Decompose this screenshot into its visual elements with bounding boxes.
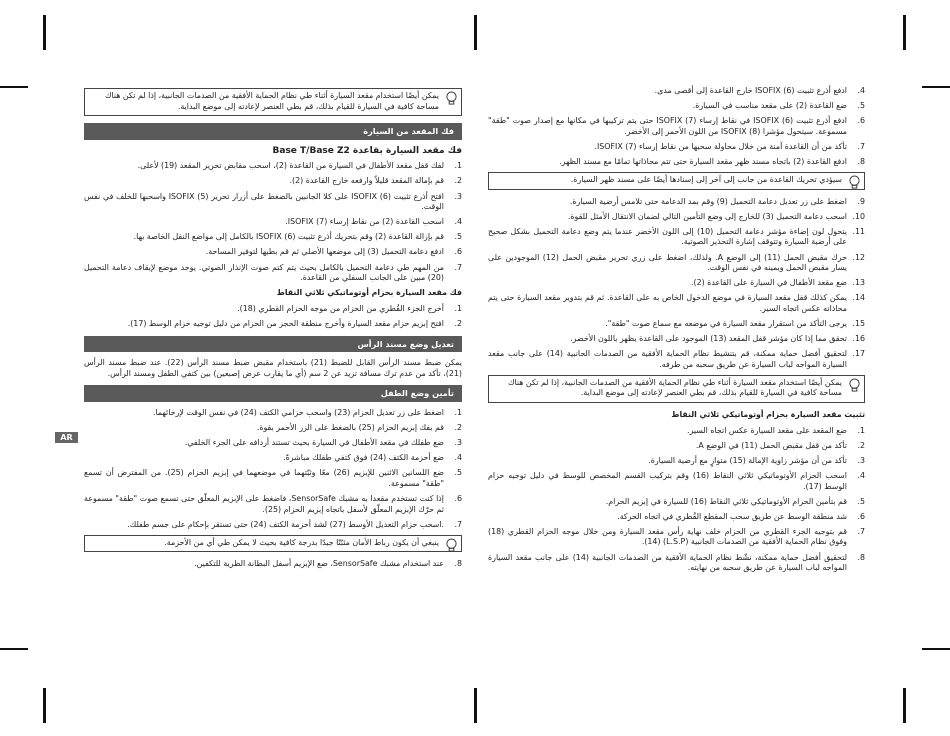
step-text: لتحقيق أفضل حماية ممكنة، نشّط نظام الحماية الأفقية من الصدمات الجانبية (14) على جانب مقعد السيارة المواجه لباب السيارة عن طريق سحبه من نهايته. — [488, 552, 847, 573]
step-text: اسحب الحزام الأوتوماتيكي ثلاثي النقاط (16) وقم بتركيب القسم المخصص للوسط في دليل توجيه حزام الوسط (17). — [488, 470, 847, 491]
list-item — [84, 468, 462, 489]
crop-mark — [474, 688, 477, 723]
list-item — [84, 423, 462, 434]
lightbulb-icon — [848, 175, 861, 190]
step-text: قم بفك إبزيم الحزام (25) بالضغط على الزر الأحمر بقوة. — [256, 422, 444, 432]
remove-steps — [84, 161, 462, 283]
step-number: 8. — [857, 156, 865, 166]
list-item — [488, 456, 865, 467]
step-text: تأكد من أن القاعدة آمنة من خلال محاولة سحبها من نقاط إرساء ISOFIX (7). — [594, 141, 847, 151]
step-number: 6. — [857, 511, 865, 521]
step-text: قم بتوجيه الجزء القطري من الحزام خلف نهاية رأس مقعد السيارة ومن خلال موجه الحزام القطري (18) وفوق نظام الحماية الأفقية من الصدمات الجانبية (L.S.P) (14). — [488, 526, 847, 547]
crop-mark — [903, 15, 906, 50]
step-number: 15. — [852, 319, 865, 328]
section-heading: تعديل وضع مسند الرأس — [84, 336, 462, 353]
list-item — [488, 497, 865, 508]
step-text: قم بإزالة القاعدة (2) وقم بتحريك أذرع تثبيت ISOFIX (6) بالكامل إلى مواضع النقل الخاصة بها. — [133, 232, 444, 242]
step-text: قم بتأمين الحزام الأوتوماتيكي ثلاثي النقاط (16) للسيارة في إبزيم الحزام. — [605, 496, 847, 506]
list-item — [488, 101, 865, 112]
list-item — [488, 426, 865, 437]
step-number: 4. — [454, 217, 462, 227]
step-number: 2. — [454, 318, 462, 328]
list-item — [84, 192, 462, 213]
note-text: ينبغي أن يكون رباط الأمان مثبّتًا جيدًا بدرجة كافية بحيث لا يمكن طي أي من الأحزمة. — [164, 537, 439, 547]
list-item — [488, 253, 865, 274]
list-item — [84, 263, 462, 284]
step-number: 3. — [454, 438, 462, 448]
list-item — [488, 227, 865, 248]
list-item — [84, 161, 462, 172]
crop-mark — [43, 15, 46, 50]
step-number: 12. — [852, 252, 865, 262]
list-item — [488, 86, 865, 97]
note-box — [84, 535, 462, 553]
step-number: 4. — [857, 86, 865, 95]
list-item — [84, 176, 462, 187]
step-text: شد منطقة الوسط عن طريق سحب المقطع القُطري في اتجاه الحركة. — [617, 511, 847, 521]
note-box — [84, 88, 462, 116]
step-text: ادفع أذرع تثبيت ISOFIX (6) في نقاط إرساء ISOFIX (7) حتى يتم تركيبها في مكانها مع إصدار صوت "طقة" مسموعة. سيتحول مؤشرا ISOFIX (8) من اللون الأحمر إلى الأخضر. — [488, 116, 847, 136]
list-item — [84, 319, 462, 330]
headrest-paragraph: يمكن ضبط مسند الرأس القابل للضبط (21) باستخدام مقبض ضبط مسند الرأس (22). عند ضبط مسند الرأس (21)، تأكد من عدم ترك مسافة تزيد عن 2 سم (أي ما يقارب عرض إصبعين) بين كتفي الطفل ومسند الرأس. — [84, 358, 462, 378]
step-text: ادفع دعامة التحميل (3) إلى موضعها الأصلي ثم قم بطيها لتوفير المساحة. — [205, 247, 444, 257]
step-text: إذا كنت تستخدم مقعدا به مشبك SensorSafe، فاضغط على الإبزيم المعلّق حتى تسمع صوت "طقة" مسموعة ثم حرّك الإبزيم المعلّق لأسفل باتجاه إبزيم الحزام (25). — [84, 493, 444, 514]
step-number: 17. — [852, 349, 865, 359]
list-item — [488, 441, 865, 452]
list-item — [488, 527, 865, 548]
lightbulb-icon — [445, 91, 458, 106]
subheading: فك مقعد السيارة بقاعدة Base T/Base Z2 — [272, 145, 462, 156]
step-text: ضع مقعد الأطفال في السيارة على القاعدة (2). — [690, 278, 847, 288]
crop-mark — [922, 86, 950, 88]
step-number: 2. — [857, 440, 865, 450]
step-text: اضغط على زر تعديل الحزام (23) واسحب حزامي الكتف (24) في نفس الوقت لإرخائهما. — [152, 407, 444, 417]
list-item — [488, 278, 865, 289]
list-item — [84, 408, 462, 419]
step-text: أخرج الجزء القُطري من الحزام من موجه الحزام القطري (18). — [237, 303, 444, 313]
step-number: 13. — [852, 278, 865, 288]
secure-steps — [84, 408, 462, 530]
list-item — [84, 494, 462, 515]
step-number: 7. — [857, 141, 865, 151]
list-item — [84, 520, 462, 531]
lightbulb-icon — [445, 538, 458, 553]
step-text: ضع اللسانين الاثنين للإبزيم (26) معًا وثبّتهما في موضعهما في إبزيم الحزام (25). من المفترض أن تسمع "طقة" مسموعة. — [84, 468, 445, 488]
note-text: يمكن أيضًا استخدام مقعد السيارة أثناء طي نظام الحماية الأفقية من الصدمات الجانبية، إذا لم تكن هناك مساحة كافية في السيارة للقيام بذلك، قم بطي العنصر لإعادته إلى موضع البداية. — [104, 91, 439, 111]
step-text: من المهم طي دعامة التحميل بالكامل بحيث يتم كتم صوت الإنذار الصوتي. يوجد موضع لإيقاف دعامة التحميل (20) مبين على الجانب السفلي من القاعدة. — [84, 262, 444, 283]
step-number: 4. — [857, 470, 865, 480]
note-text: سيؤدي تحريك القاعدة من جانب إلى آخر إلى إسنادها أيضًا على مسند ظهر السيارة. — [570, 175, 842, 185]
step-number: 6. — [857, 116, 865, 126]
list-item — [84, 438, 462, 449]
step-number: 7. — [454, 519, 462, 529]
step-number: 7. — [454, 262, 462, 272]
note-text: يمكن أيضًا استخدام مقعد السيارة أثناء طي نظام الحماية الأفقية من الصدمات الجانبية، إذا لم تكن هناك مساحة كافية في السيارة للقيام بذلك، قم بطي العنصر لإعادته إلى موضع البداية. — [507, 377, 842, 398]
step-text: ضع أحزمة الكتف (24) فوق كتفي طفلك مباشرةً. — [283, 453, 444, 463]
list-item — [488, 553, 865, 574]
step-text: قم بإمالة المقعد قليلاً وارفعه خارج القاعدة (2). — [289, 176, 444, 186]
step-number: 10. — [852, 211, 865, 221]
step-text: اسحب دعامة التحميل (3) للخارج إلى وضع التأمين التالي لضمان الانتقال الأمثل للقوة. — [567, 211, 847, 221]
list-item — [488, 319, 865, 330]
step-text: تأكد من قفل مقبض الحمل (11) في الوضع A. — [695, 440, 847, 450]
step-number: 11. — [852, 226, 865, 236]
step-number: 1. — [857, 425, 865, 435]
step-number: 5. — [454, 232, 462, 242]
step-text: اضغط على زر تعديل دعامة التحميل (9) وقم بمد الدعامة حتى تلامس أرضية السيارة. — [569, 196, 847, 206]
step-number: 3. — [857, 455, 865, 465]
step-text: لفك قفل مقعد الأطفال في السيارة من القاعدة (2)، اسحب مقابض تحرير المقعد (19) لأعلى. — [137, 161, 444, 171]
step-text: تحقق مما إذا كان مؤشر قفل المقعد (13) الموجود على القاعدة يظهر باللون الأخضر. — [570, 334, 847, 344]
step-text: يمكن كذلك قفل مقعد السيارة في موضع الدخول الخاص به على القاعدة. ثم قم بتدوير مقعد السيارة حتى يتم محاذاته عكس اتجاه السير. — [488, 293, 847, 313]
step-text: افتح إبزيم حزام مقعد السيارة وأخرج منطقة الحجز من الحزام من دليل توجيه حزام الوسط (17). — [127, 318, 444, 328]
step-text: حرك مقبض الحمل (11) إلى الوضع A. ولذلك، اضغط على زري تحرير مقبض الحمل (12) الموجودين على يسار مقبض الحمل ويمينه في نفس الوقت. — [488, 252, 847, 273]
step-number: 6. — [454, 493, 462, 503]
step-number: 3. — [454, 191, 462, 201]
step-text: اسحب القاعدة (2) من نقاط إرساء ISOFIX (7). — [285, 217, 444, 227]
list-item — [84, 247, 462, 258]
step-number: 1. — [454, 407, 462, 417]
list-item — [488, 471, 865, 492]
list-item — [84, 453, 462, 464]
unbelt-steps — [84, 304, 462, 330]
step-number: 7. — [857, 526, 865, 536]
belt-install-steps — [488, 426, 865, 574]
list-item — [488, 116, 865, 137]
step-text: افتح أذرع تثبيت ISOFIX (6) على كلا الجانبين بالضغط على أزرار تحرير ISOFIX (5) واسحبها للخلف في نفس الوقت. — [84, 191, 445, 212]
list-item — [488, 157, 865, 168]
list-item — [488, 197, 865, 208]
install-steps — [488, 86, 865, 168]
step-number: 8. — [454, 559, 462, 569]
list-item — [488, 334, 865, 345]
step-text: عند استخدام مشبك SensorSafe، ضع الإبزيم أسفل البطانة الطرية للتكفين. — [194, 559, 444, 569]
lightbulb-icon — [848, 378, 861, 393]
list-item — [488, 512, 865, 523]
crop-mark — [0, 648, 28, 650]
note-box — [488, 172, 865, 190]
list-item — [84, 217, 462, 228]
list-item — [84, 559, 462, 570]
step-text: لتحقيق أفضل حماية ممكنة، قم بتنشيط نظام الحماية الأفقية من الصدمات الجانبية (14) على جانب مقعد السيارة المواجه لباب السيارة عن طريق سحبه من طرفه. — [488, 349, 847, 369]
step-number: 8. — [857, 552, 865, 562]
step-text: ضع القاعدة (2) على مقعد مناسب في السيارة. — [692, 101, 847, 111]
step-text: تأكد من أن مؤشر زاوية الإمالة (15) متوازٍ مع أرضية السيارة. — [648, 455, 847, 465]
subheading: تثبيت مقعد السيارة بحزام أوتوماتيكي ثلاثي النقاط — [671, 410, 865, 420]
left-column — [84, 86, 462, 574]
crop-mark — [903, 688, 906, 723]
step-number: 2. — [454, 422, 462, 432]
step-number: 4. — [454, 453, 462, 463]
section-heading: تأمين وضع الطفل — [84, 385, 462, 402]
step-number: 1. — [454, 303, 462, 313]
section-heading: فك المقعد من السيارة — [84, 123, 462, 140]
crop-mark — [922, 648, 950, 650]
language-tab: AR — [55, 432, 78, 443]
crop-mark — [43, 688, 46, 723]
step-number: 1. — [454, 161, 462, 171]
list-item — [488, 212, 865, 223]
list-item — [488, 142, 865, 153]
step-number: 9. — [857, 196, 865, 206]
subheading: فك مقعد السيارة بحزام أوتوماتيكي ثلاثي النقاط — [276, 288, 462, 298]
crop-mark — [474, 15, 477, 50]
step-text: ضع طفلك في مقعد الأطفال في السيارة بحيث تستند أردافه على الجزء الخلفي. — [184, 438, 444, 448]
step-number: 5. — [857, 496, 865, 506]
step-text: .اسحب حزام التعديل الأوسط (27) لشد أحزمة الكتف (24) حتى تستقر بإحكام على جسم طفلك. — [127, 519, 444, 529]
note-box — [488, 375, 865, 403]
step-number: 5. — [857, 101, 865, 111]
step-text: يرجى التأكد من استقرار مقعد السيارة في موضعه مع سماع صوت "طقة". — [605, 319, 847, 328]
step-text: ادفع أذرع تثبيت ISOFIX (6) خارج القاعدة إلى أقصى مدى. — [654, 86, 847, 95]
step-text: يتحول لون إضاءة مؤشر دعامة التحميل (10) إلى اللون الأخضر عندما يتم وضع دعامة التحميل بشكل صحيح على أرضية السيارة وتتوقف إشارة التحذير الصوتية. — [488, 226, 847, 247]
right-column — [488, 86, 865, 578]
install-steps-continued — [488, 197, 865, 371]
step-number: 5. — [454, 468, 462, 478]
list-item — [488, 349, 865, 370]
step-number: 2. — [454, 176, 462, 186]
list-item — [84, 304, 462, 315]
step-text: ضع المقعد على مقعد السيارة عكس اتجاه السير. — [686, 425, 847, 435]
step-text: ادفع القاعدة (2) باتجاه مسند ظهر مقعد السيارة حتى تتم محاذاتها تمامًا مع مسند الظهر. — [559, 156, 847, 166]
step-number: 14. — [852, 293, 865, 303]
list-item — [84, 232, 462, 243]
step-number: 6. — [454, 247, 462, 257]
step-number: 16. — [852, 334, 865, 344]
crop-mark — [0, 86, 28, 88]
list-item — [488, 293, 865, 314]
